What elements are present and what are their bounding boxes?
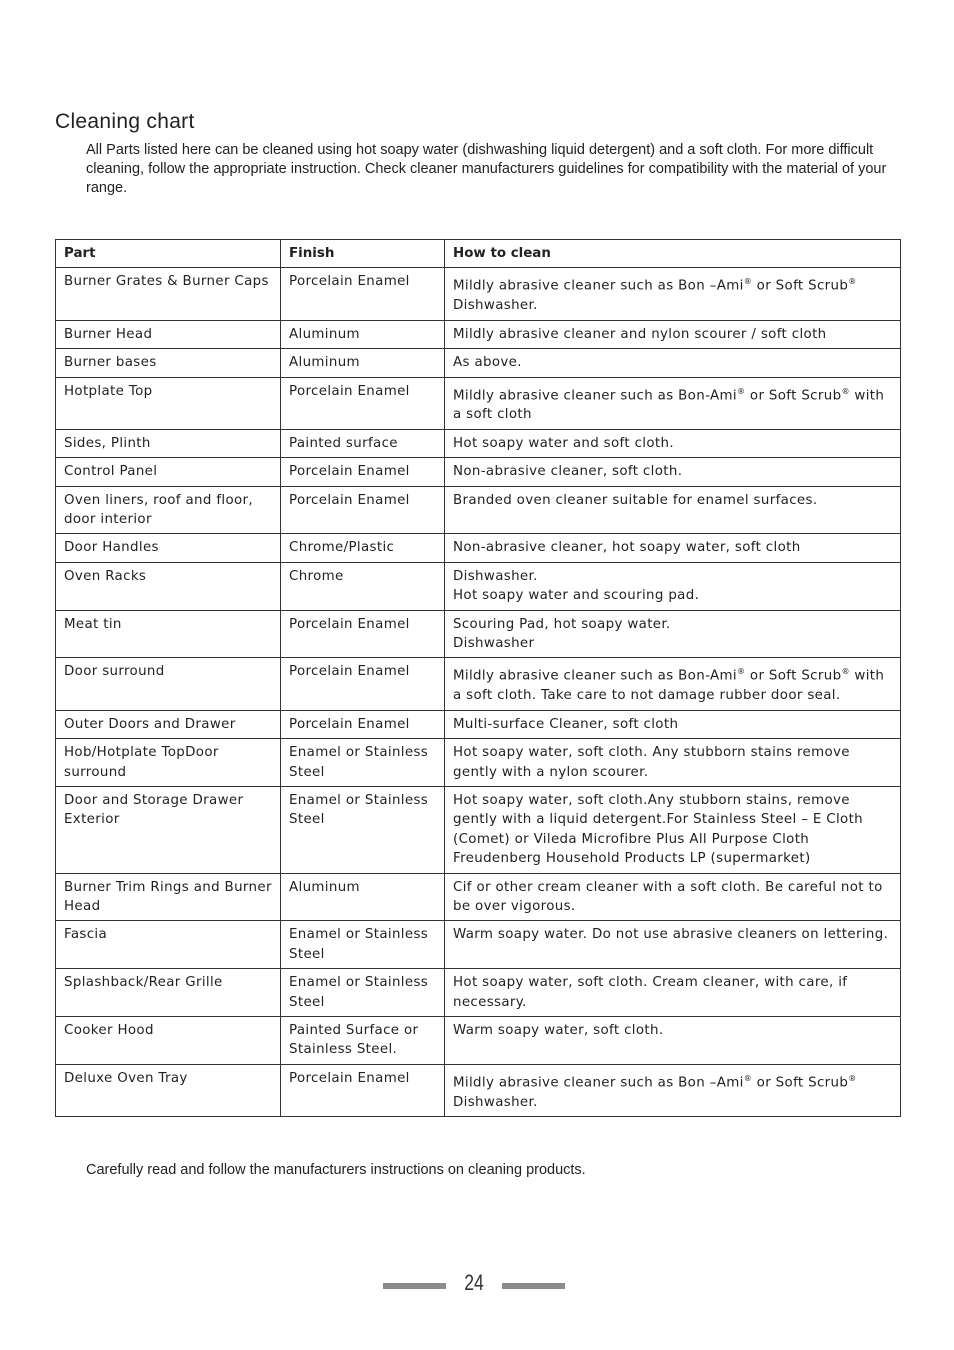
- cell-finish: Enamel or Stainless Steel: [281, 739, 445, 787]
- cell-finish: Porcelain Enamel: [281, 610, 445, 658]
- table-row: [56, 610, 901, 658]
- cell-how-to-clean: [445, 969, 901, 1017]
- header-how-to-clean: How to clean: [445, 240, 901, 268]
- cell-part: Deluxe Oven Tray: [56, 1064, 281, 1116]
- cell-text-line: Hot soapy water, soft cloth.Any stubborn stains, remove gently with a liquid detergent.For Stainless Steel – E Cloth (Comet) or Vileda Microfibre Plus All Purpose Cloth Freudenberg Household Products LP (supermarket): [453, 792, 864, 867]
- cell-text-line: Mildly abrasive cleaner and nylon scourer / soft cloth: [453, 326, 827, 342]
- cell-finish: Porcelain Enamel: [281, 710, 445, 738]
- cell-finish: Aluminum: [281, 873, 445, 921]
- table-row: [56, 658, 901, 710]
- cell-part: Hotplate Top: [56, 377, 281, 429]
- cell-part: Cooker Hood: [56, 1017, 281, 1065]
- table-row: [56, 710, 901, 738]
- cell-how-to-clean: [445, 534, 901, 562]
- page-title: Cleaning chart: [55, 110, 195, 133]
- cell-finish: Porcelain Enamel: [281, 658, 445, 710]
- header-finish: Finish: [281, 240, 445, 268]
- cell-part: Oven Racks: [56, 562, 281, 610]
- cell-how-to-clean: [445, 268, 901, 320]
- cell-how-to-clean: [445, 921, 901, 969]
- cell-finish: Painted surface: [281, 429, 445, 457]
- cell-how-to-clean: [445, 458, 901, 486]
- cell-finish: Chrome/Plastic: [281, 534, 445, 562]
- cell-how-to-clean: [445, 658, 901, 710]
- cell-how-to-clean: [445, 710, 901, 738]
- cleaning-chart-table: [55, 239, 901, 1117]
- cell-text-line: Multi-surface Cleaner, soft cloth: [453, 716, 679, 732]
- cell-finish: Porcelain Enamel: [281, 268, 445, 320]
- cell-part: Fascia: [56, 921, 281, 969]
- cell-finish: Porcelain Enamel: [281, 458, 445, 486]
- cell-text-line: Hot soapy water and soft cloth.: [453, 435, 674, 451]
- cell-part: Splashback/Rear Grille: [56, 969, 281, 1017]
- cell-text-line: Dishwasher.: [453, 298, 538, 314]
- cell-part: Hob/Hotplate TopDoor surround: [56, 739, 281, 787]
- table-row: [56, 534, 901, 562]
- cell-how-to-clean: [445, 873, 901, 921]
- cell-part: Burner Trim Rings and Burner Head: [56, 873, 281, 921]
- cell-finish: Porcelain Enamel: [281, 377, 445, 429]
- table-row: [56, 921, 901, 969]
- cell-finish: Aluminum: [281, 349, 445, 377]
- cell-part: Burner bases: [56, 349, 281, 377]
- cell-how-to-clean: [445, 320, 901, 348]
- table-header-row: [56, 240, 901, 268]
- cell-part: Outer Doors and Drawer: [56, 710, 281, 738]
- cell-part: Oven liners, roof and floor, door interior: [56, 486, 281, 534]
- cell-finish: Aluminum: [281, 320, 445, 348]
- table-row: [56, 377, 901, 429]
- cell-text-line: Hot soapy water, soft cloth. Any stubborn stains remove gently with a nylon scourer.: [453, 745, 850, 780]
- table-row: [56, 739, 901, 787]
- cell-part: Meat tin: [56, 610, 281, 658]
- cell-part: Door and Storage Drawer Exterior: [56, 786, 281, 873]
- table-row: [56, 268, 901, 320]
- cell-text-line: Dishwasher.: [453, 568, 538, 584]
- cell-text-line: Hot soapy water, soft cloth. Cream cleaner, with care, if necessary.: [453, 975, 848, 1010]
- cell-how-to-clean: [445, 739, 901, 787]
- cell-text-line: Hot soapy water and scouring pad.: [453, 588, 700, 604]
- cell-finish: Enamel or Stainless Steel: [281, 969, 445, 1017]
- cell-text-line: Dishwasher: [453, 636, 535, 652]
- table-row: [56, 349, 901, 377]
- cell-how-to-clean: [445, 610, 901, 658]
- cell-finish: Enamel or Stainless Steel: [281, 786, 445, 873]
- cell-finish: Chrome: [281, 562, 445, 610]
- cell-how-to-clean: [445, 562, 901, 610]
- cell-finish: Porcelain Enamel: [281, 486, 445, 534]
- table-body: [56, 268, 901, 1117]
- table-row: [56, 1064, 901, 1116]
- cell-text-line: As above.: [453, 355, 522, 371]
- cell-how-to-clean: [445, 349, 901, 377]
- cell-text-line: Branded oven cleaner suitable for enamel surfaces.: [453, 492, 818, 508]
- table-row: [56, 1017, 901, 1065]
- cell-part: Burner Head: [56, 320, 281, 348]
- cell-part: Control Panel: [56, 458, 281, 486]
- cell-text-line: Warm soapy water. Do not use abrasive cleaners on lettering.: [453, 927, 889, 943]
- cell-how-to-clean: [445, 377, 901, 429]
- cell-how-to-clean: [445, 786, 901, 873]
- table-row: [56, 873, 901, 921]
- cell-how-to-clean: [445, 1064, 901, 1116]
- table-row: [56, 458, 901, 486]
- page-number-right-bar: [502, 1283, 565, 1289]
- table-row: [56, 320, 901, 348]
- cell-part: Burner Grates & Burner Caps: [56, 268, 281, 320]
- cell-finish: Porcelain Enamel: [281, 1064, 445, 1116]
- cell-part: Door Handles: [56, 534, 281, 562]
- cell-text-line: Mildly abrasive cleaner such as Bon-Ami® or Soft Scrub® with a soft cloth. Take care to not damage rubber door seal.: [453, 667, 885, 704]
- cell-text-line: Mildly abrasive cleaner such as Bon –Ami® or Soft Scrub®: [453, 277, 857, 294]
- header-part: Part: [56, 240, 281, 268]
- cell-text-line: Warm soapy water, soft cloth.: [453, 1023, 664, 1038]
- cell-text-line: Mildly abrasive cleaner such as Bon-Ami® or Soft Scrub® with a soft cloth: [453, 386, 885, 423]
- page-number-block: [383, 1270, 565, 1300]
- cell-how-to-clean: [445, 429, 901, 457]
- cell-part: Sides, Plinth: [56, 429, 281, 457]
- page-number: 24: [464, 1270, 484, 1295]
- cell-finish: Enamel or Stainless Steel: [281, 921, 445, 969]
- cell-text-line: Cif or other cream cleaner with a soft cloth. Be careful not to be over vigorous.: [453, 879, 883, 914]
- intro-paragraph: All Parts listed here can be cleaned using hot soapy water (dishwashing liquid detergent) and a soft cloth. For more difficult cleaning, follow the appropriate instruction. Check cleaner manufacturers guidelines for compatibility with the material of your range.: [86, 142, 887, 196]
- table-row: [56, 562, 901, 610]
- cell-text-line: Mildly abrasive cleaner such as Bon –Ami® or Soft Scrub®: [453, 1073, 857, 1091]
- cell-how-to-clean: [445, 486, 901, 534]
- cell-text-line: Scouring Pad, hot soapy water.: [453, 616, 671, 632]
- cell-how-to-clean: [445, 1017, 901, 1065]
- cell-finish: Painted Surface or Stainless Steel.: [281, 1017, 445, 1065]
- cell-text-line: Dishwasher.: [453, 1094, 538, 1110]
- page-number-left-bar: [383, 1283, 446, 1289]
- table-row: [56, 429, 901, 457]
- footer-note: Carefully read and follow the manufacturers instructions on cleaning products.: [86, 1162, 586, 1178]
- cell-part: Door surround: [56, 658, 281, 710]
- table-row: [56, 786, 901, 873]
- cell-text-line: Non-abrasive cleaner, soft cloth.: [453, 464, 683, 480]
- table-row: [56, 969, 901, 1017]
- table-row: [56, 486, 901, 534]
- cell-text-line: Non-abrasive cleaner, hot soapy water, soft cloth: [453, 540, 801, 556]
